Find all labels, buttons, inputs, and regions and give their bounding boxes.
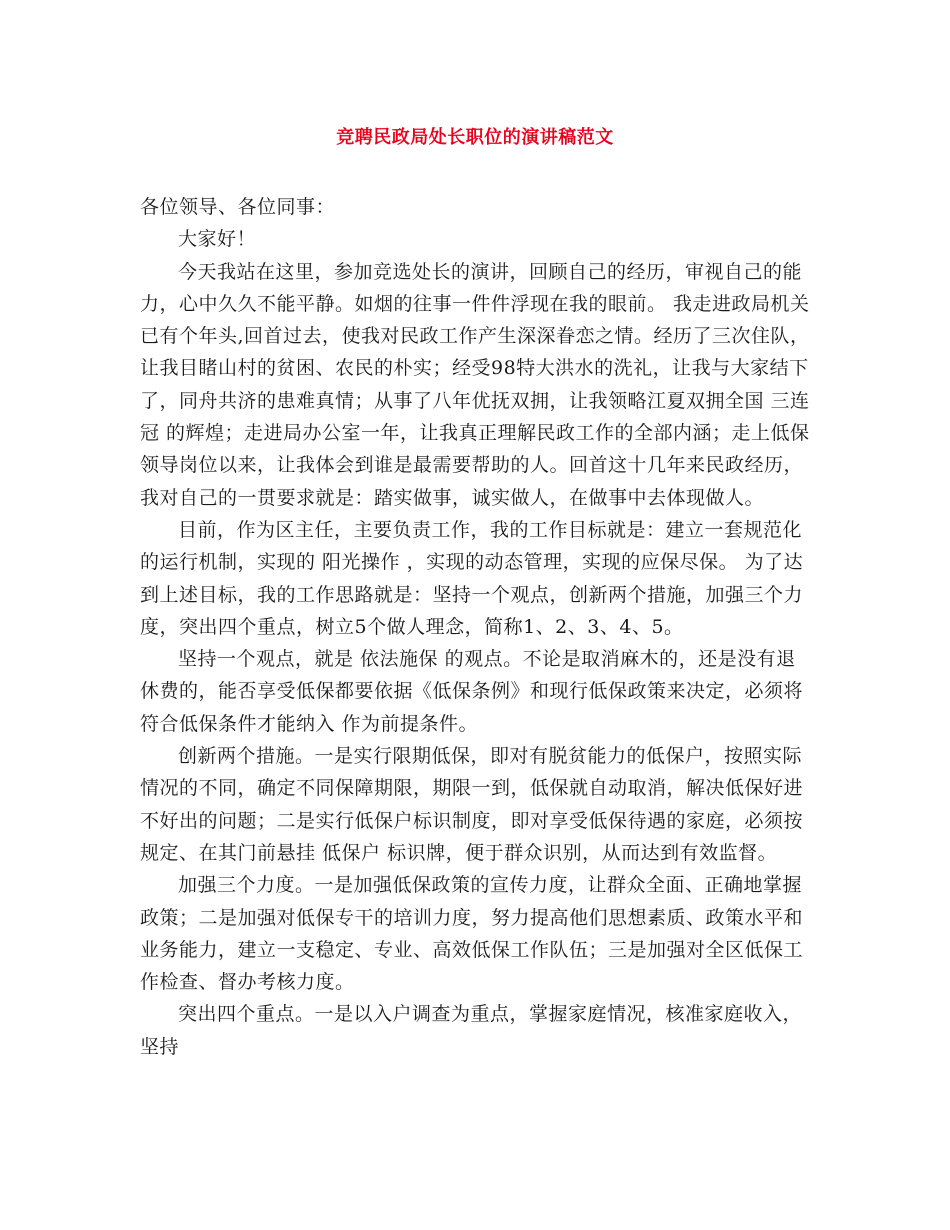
paragraph-greeting: 大家好！ [178, 228, 257, 251]
paragraph-work-goals: 目前，作为区主任，主要负责工作，我的工作目标就是：建立一套规范化的运行机制，实现的 阳光操作 ，实现的动态管理，实现的应保尽保。 为了达到上述目标，我的工作思路就是：坚持一个观点，创新两个措施，加强三个力度，突出四个重点，树立5个做人理念，简称1、2、3、4、5。 [140, 518, 804, 638]
paragraph-introduction: 今天我站在这里，参加竞选处长的演讲，回顾自己的经历，审视自己的能力，心中久久不能平静。如烟的往事一件件浮现在我的眼前。 我走进政局机关已有个年头,回首过去，使我对民政工作产生深深眷恋之情。经历了三次住队，让我目睹山村的贫困、农民的朴实；经受98特大洪水的洗礼，让我与大家结下了，同舟共济的患难真情；从事了八年优抚双拥，让我领略江夏双拥全国 三连冠 的辉煌；走进局办公室一年，让我真正理解民政工作的全部内涵；走上低保领导岗位以来，让我体会到谁是最需要帮助的人。回首这十几年来民政经历，我对自己的一贯要求就是：踏实做事，诚实做人，在做事中去体现做人。 [140, 260, 810, 509]
salutation: 各位领导、各位同事： [140, 196, 336, 218]
paragraph-one-viewpoint: 坚持一个观点，就是 依法施保 的观点。不论是取消麻木的，还是没有退休费的，能否享受低保都要依据《低保条例》和现行低保政策来决定，必须将 符合低保条件才能纳入 作为前提条件。 [140, 648, 804, 735]
paragraph-four-priorities: 突出四个重点。一是以入户调查为重点，掌握家庭情况，核准家庭收入，坚持 [140, 1003, 803, 1058]
document-body [140, 191, 812, 1063]
document-title: 竞聘民政局处长职位的演讲稿范文 [336, 127, 614, 148]
paragraph-three-efforts: 加强三个力度。一是加强低保政策的宣传力度，让群众全面、正确地掌握政策；二是加强对低保专干的培训力度，努力提高他们思想素质、政策水平和业务能力，建立一支稳定、专业、高效低保工作队伍；三是加强对全区低保工作检查、督办考核力度。 [140, 874, 804, 994]
paragraph-two-measures: 创新两个措施。一是实行限期低保，即对有脱贫能力的低保户，按照实际情况的不同，确定不同保障期限，期限一到，低保就自动取消，解决低保好进不好出的问题；二是实行低保户标识制度，即对享受低保待遇的家庭，必须按规定、在其门前悬挂 低保户 标识牌，便于群众识别，从而达到有效监督。 [140, 745, 804, 864]
